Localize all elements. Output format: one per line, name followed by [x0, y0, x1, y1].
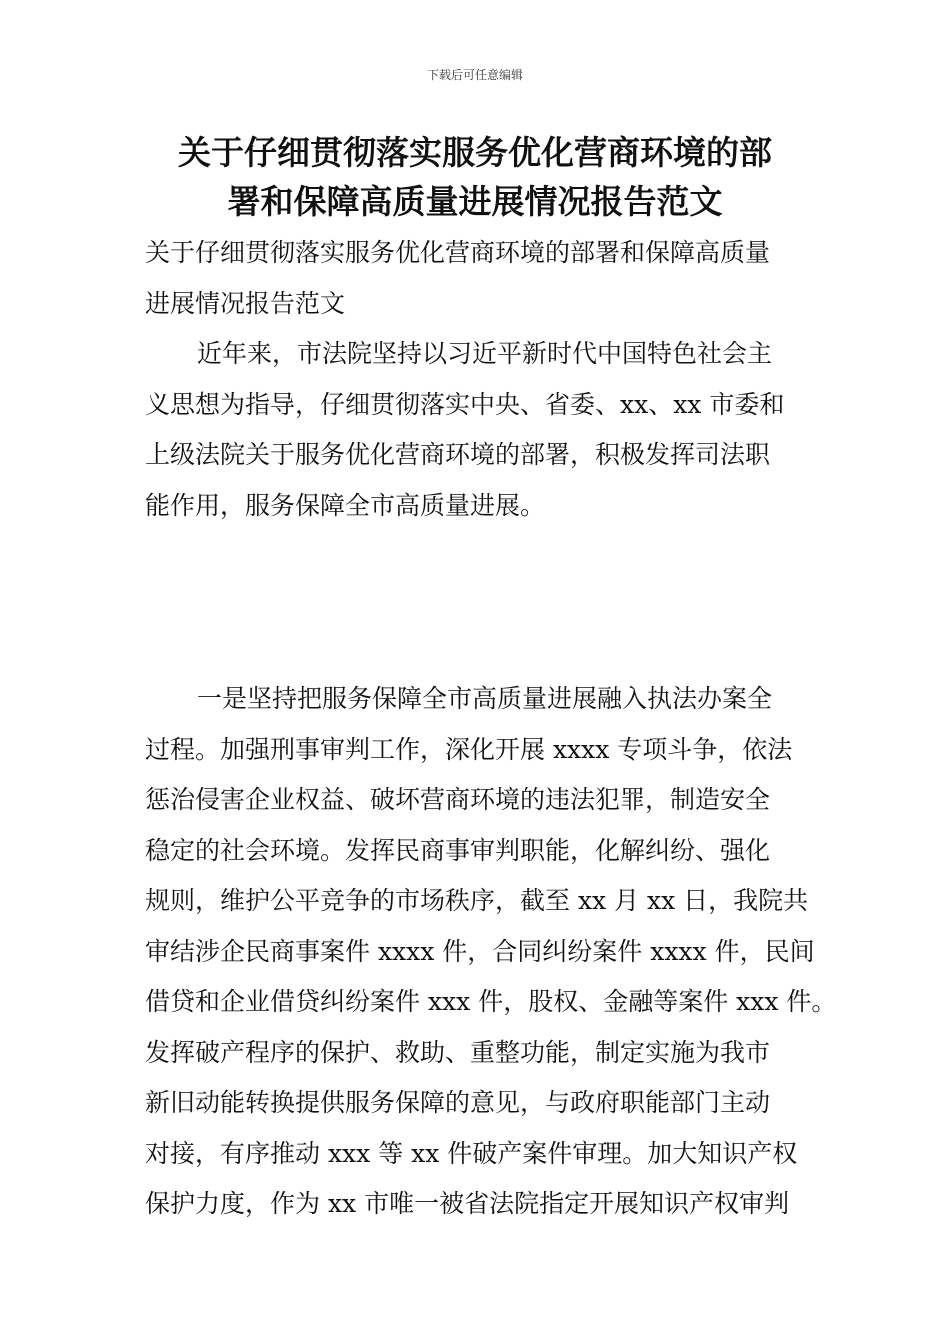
paragraph-line: 惩治侵害企业权益、破坏营商环境的违法犯罪，制造安全 — [145, 785, 771, 814]
paragraph-line: 能作用，服务保障全市高质量进展。 — [145, 490, 546, 520]
document-subtitle — [145, 228, 815, 329]
paragraph-line: 新旧动能转换提供服务保障的意见，与政府职能部门主动 — [145, 1088, 771, 1117]
subtitle-line: 进展情况报告范文 — [145, 288, 346, 318]
paragraph-line: 过程。加强刑事审判工作，深化开展 xxxx 专项斗争，依法 — [145, 734, 793, 764]
paragraph-line: 义思想为指导，仔细贯彻落实中央、省委、xx、xx 市委和 — [145, 389, 785, 419]
paragraph-line: 一是坚持把服务保障全市高质量进展融入执法办案全 — [197, 684, 773, 713]
paragraph-line: 上级法院关于服务优化营商环境的部署，积极发挥司法职 — [145, 440, 771, 469]
document-title-line: 关于仔细贯彻落实服务优化营商环境的部 — [178, 133, 772, 172]
paragraph-section-one — [145, 674, 837, 1230]
paragraph-line: 对接，有序推动 xxx 等 xx 件破产案件审理。加大知识产权 — [145, 1138, 798, 1168]
paragraph-line: 规则，维护公平竞争的市场秩序，截至 xx 月 xx 日，我院共 — [145, 886, 809, 915]
paragraph-intro — [145, 329, 815, 531]
subtitle-line: 关于仔细贯彻落实服务优化营商环境的部署和保障高质量 — [145, 238, 771, 267]
paragraph-line: 借贷和企业借贷纠纷案件 xxx 件，股权、金融等案件 xxx 件。 — [145, 987, 837, 1016]
paragraph-line: 近年来，市法院坚持以习近平新时代中国特色社会主 — [197, 339, 773, 368]
document-title-line: 署和保障高质量进展情况报告范文 — [227, 182, 723, 221]
header-note: 下载后可任意编辑 — [426, 68, 523, 82]
paragraph-line: 保护力度，作为 xx 市唯一被省法院指定开展知识产权审判 — [145, 1189, 790, 1218]
paragraph-line: 稳定的社会环境。发挥民商事审判职能，化解纠纷、强化 — [145, 835, 771, 865]
paragraph-line: 审结涉企民商事案件 xxxx 件，合同纠纷案件 xxxx 件，民间 — [145, 936, 815, 966]
paragraph-line: 发挥破产程序的保护、救助、重整功能，制定实施为我市 — [145, 1037, 771, 1067]
document-title — [145, 128, 805, 226]
